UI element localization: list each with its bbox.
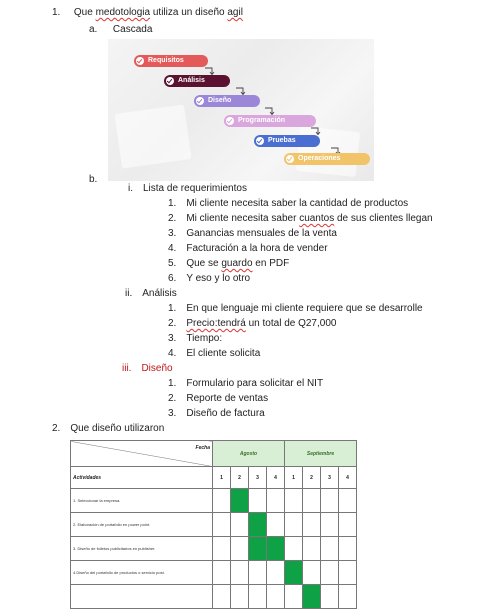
gantt-cell — [231, 537, 249, 561]
gantt-week-header: 4 — [267, 467, 285, 489]
gantt-month-header: Agosto — [213, 441, 285, 467]
gantt-cell — [213, 537, 231, 561]
gantt-cell — [303, 489, 321, 513]
gantt-activity-label: 2. Elaboración de portafolio en power point. — [71, 513, 213, 537]
gantt-cell — [285, 513, 303, 537]
list-item: 3. Tiempo: — [168, 333, 223, 344]
question-2: 2. Que diseño utilizaron — [52, 423, 165, 434]
gantt-cell — [339, 513, 357, 537]
gantt-cell — [249, 561, 267, 585]
gantt-activity-label: 1. Seleccionar la empresa. — [71, 489, 213, 513]
gantt-cell — [303, 561, 321, 585]
gantt-date-label: Fecha — [195, 445, 210, 451]
gantt-corner-cell — [71, 441, 213, 467]
gantt-week-header: 1 — [285, 467, 303, 489]
gantt-cell-filled — [285, 561, 303, 585]
item-a-text: Cascada — [112, 24, 153, 35]
gantt-cell — [267, 489, 285, 513]
waterfall-step-2: Análisis — [164, 75, 230, 87]
question-1 — [52, 7, 243, 19]
list-item: 2. Reporte de ventas — [168, 393, 269, 404]
waterfall-step-4: Programación — [224, 115, 316, 127]
gantt-cell — [231, 561, 249, 585]
list-item: 2. Precio:tendrá un total de Q27,000 — [168, 318, 337, 329]
gantt-week-header: 1 — [213, 467, 231, 489]
gantt-cell — [303, 537, 321, 561]
gantt-week-header: 2 — [303, 467, 321, 489]
gantt-activities-header: Actividades — [71, 467, 213, 489]
question-1-text: Que medotologia utiliza un diseño agil — [73, 7, 243, 18]
gantt-cell — [339, 537, 357, 561]
list-item: 1. En que lenguaje mi cliente requiere que se desarrolle — [168, 303, 423, 314]
gantt-cell-filled — [249, 513, 267, 537]
waterfall-step-5: Pruebas — [254, 135, 320, 147]
waterfall-diagram-image — [108, 39, 374, 181]
section-ii-title: ii. Análisis — [125, 288, 177, 299]
check-icon — [196, 97, 204, 105]
check-icon — [166, 77, 174, 85]
question-1-number: 1. — [52, 7, 61, 18]
gantt-cell — [213, 513, 231, 537]
waterfall-step-1: Requisitos — [134, 55, 208, 67]
check-icon — [226, 117, 234, 125]
gantt-cell — [321, 513, 339, 537]
gantt-cell — [339, 561, 357, 585]
gantt-activity-label: 4.Diseño del portafolio de productos o servicio post. — [71, 561, 213, 585]
gantt-cell — [321, 489, 339, 513]
gantt-month-header: Septiembre — [285, 441, 357, 467]
gantt-cell — [213, 561, 231, 585]
list-item: 5. Que se guardo en PDF — [168, 258, 290, 269]
gantt-cell — [285, 537, 303, 561]
gantt-cell — [249, 489, 267, 513]
section-iii-title: iii. Diseño — [122, 363, 173, 374]
gantt-cell-filled — [231, 489, 249, 513]
gantt-cell — [213, 489, 231, 513]
list-item: 2. Mi cliente necesita saber cuantos de sus clientes llegan — [168, 213, 433, 224]
section-i-title: i. Lista de requerimientos — [128, 183, 247, 194]
gantt-cell — [267, 561, 285, 585]
list-item: 3. Diseño de factura — [168, 408, 265, 419]
gantt-activity-label: 3. Diseño de folletos publicitarios en publisher. — [71, 537, 213, 561]
list-item: 1. Formulario para solicitar el NIT — [168, 378, 324, 389]
table-row — [71, 513, 357, 537]
list-item: 4. El cliente solicita — [168, 348, 261, 359]
waterfall-step-6: Operaciones — [284, 153, 370, 165]
gantt-cell — [339, 489, 357, 513]
check-icon — [136, 57, 144, 65]
table-row — [71, 561, 357, 585]
item-b-marker: b. — [89, 174, 98, 185]
gantt-cell-filled — [267, 537, 285, 561]
gantt-cell — [321, 537, 339, 561]
table-row — [71, 489, 357, 513]
item-a-marker: a. — [89, 24, 98, 35]
gantt-cell — [231, 513, 249, 537]
gantt-cell — [285, 489, 303, 513]
item-a — [89, 24, 152, 36]
gantt-chart-table — [70, 440, 357, 609]
gantt-cell — [267, 513, 285, 537]
gantt-week-header: 3 — [321, 467, 339, 489]
list-item: 3. Ganancias mensuales de la venta — [168, 228, 337, 239]
gantt-week-header: 2 — [231, 467, 249, 489]
check-icon — [256, 137, 264, 145]
gantt-cell — [303, 513, 321, 537]
list-item: 1. Mi cliente necesita saber la cantidad de productos — [168, 198, 409, 209]
list-item: 4. Facturación a la hora de vender — [168, 243, 328, 254]
gantt-cell-filled — [249, 537, 267, 561]
gantt-cell — [321, 561, 339, 585]
table-row — [71, 537, 357, 561]
list-item: 6. Y eso y lo otro — [168, 273, 251, 284]
check-icon — [286, 155, 294, 163]
gantt-week-header: 4 — [339, 467, 357, 489]
waterfall-step-3: Diseño — [194, 95, 260, 107]
gantt-week-header: 3 — [249, 467, 267, 489]
